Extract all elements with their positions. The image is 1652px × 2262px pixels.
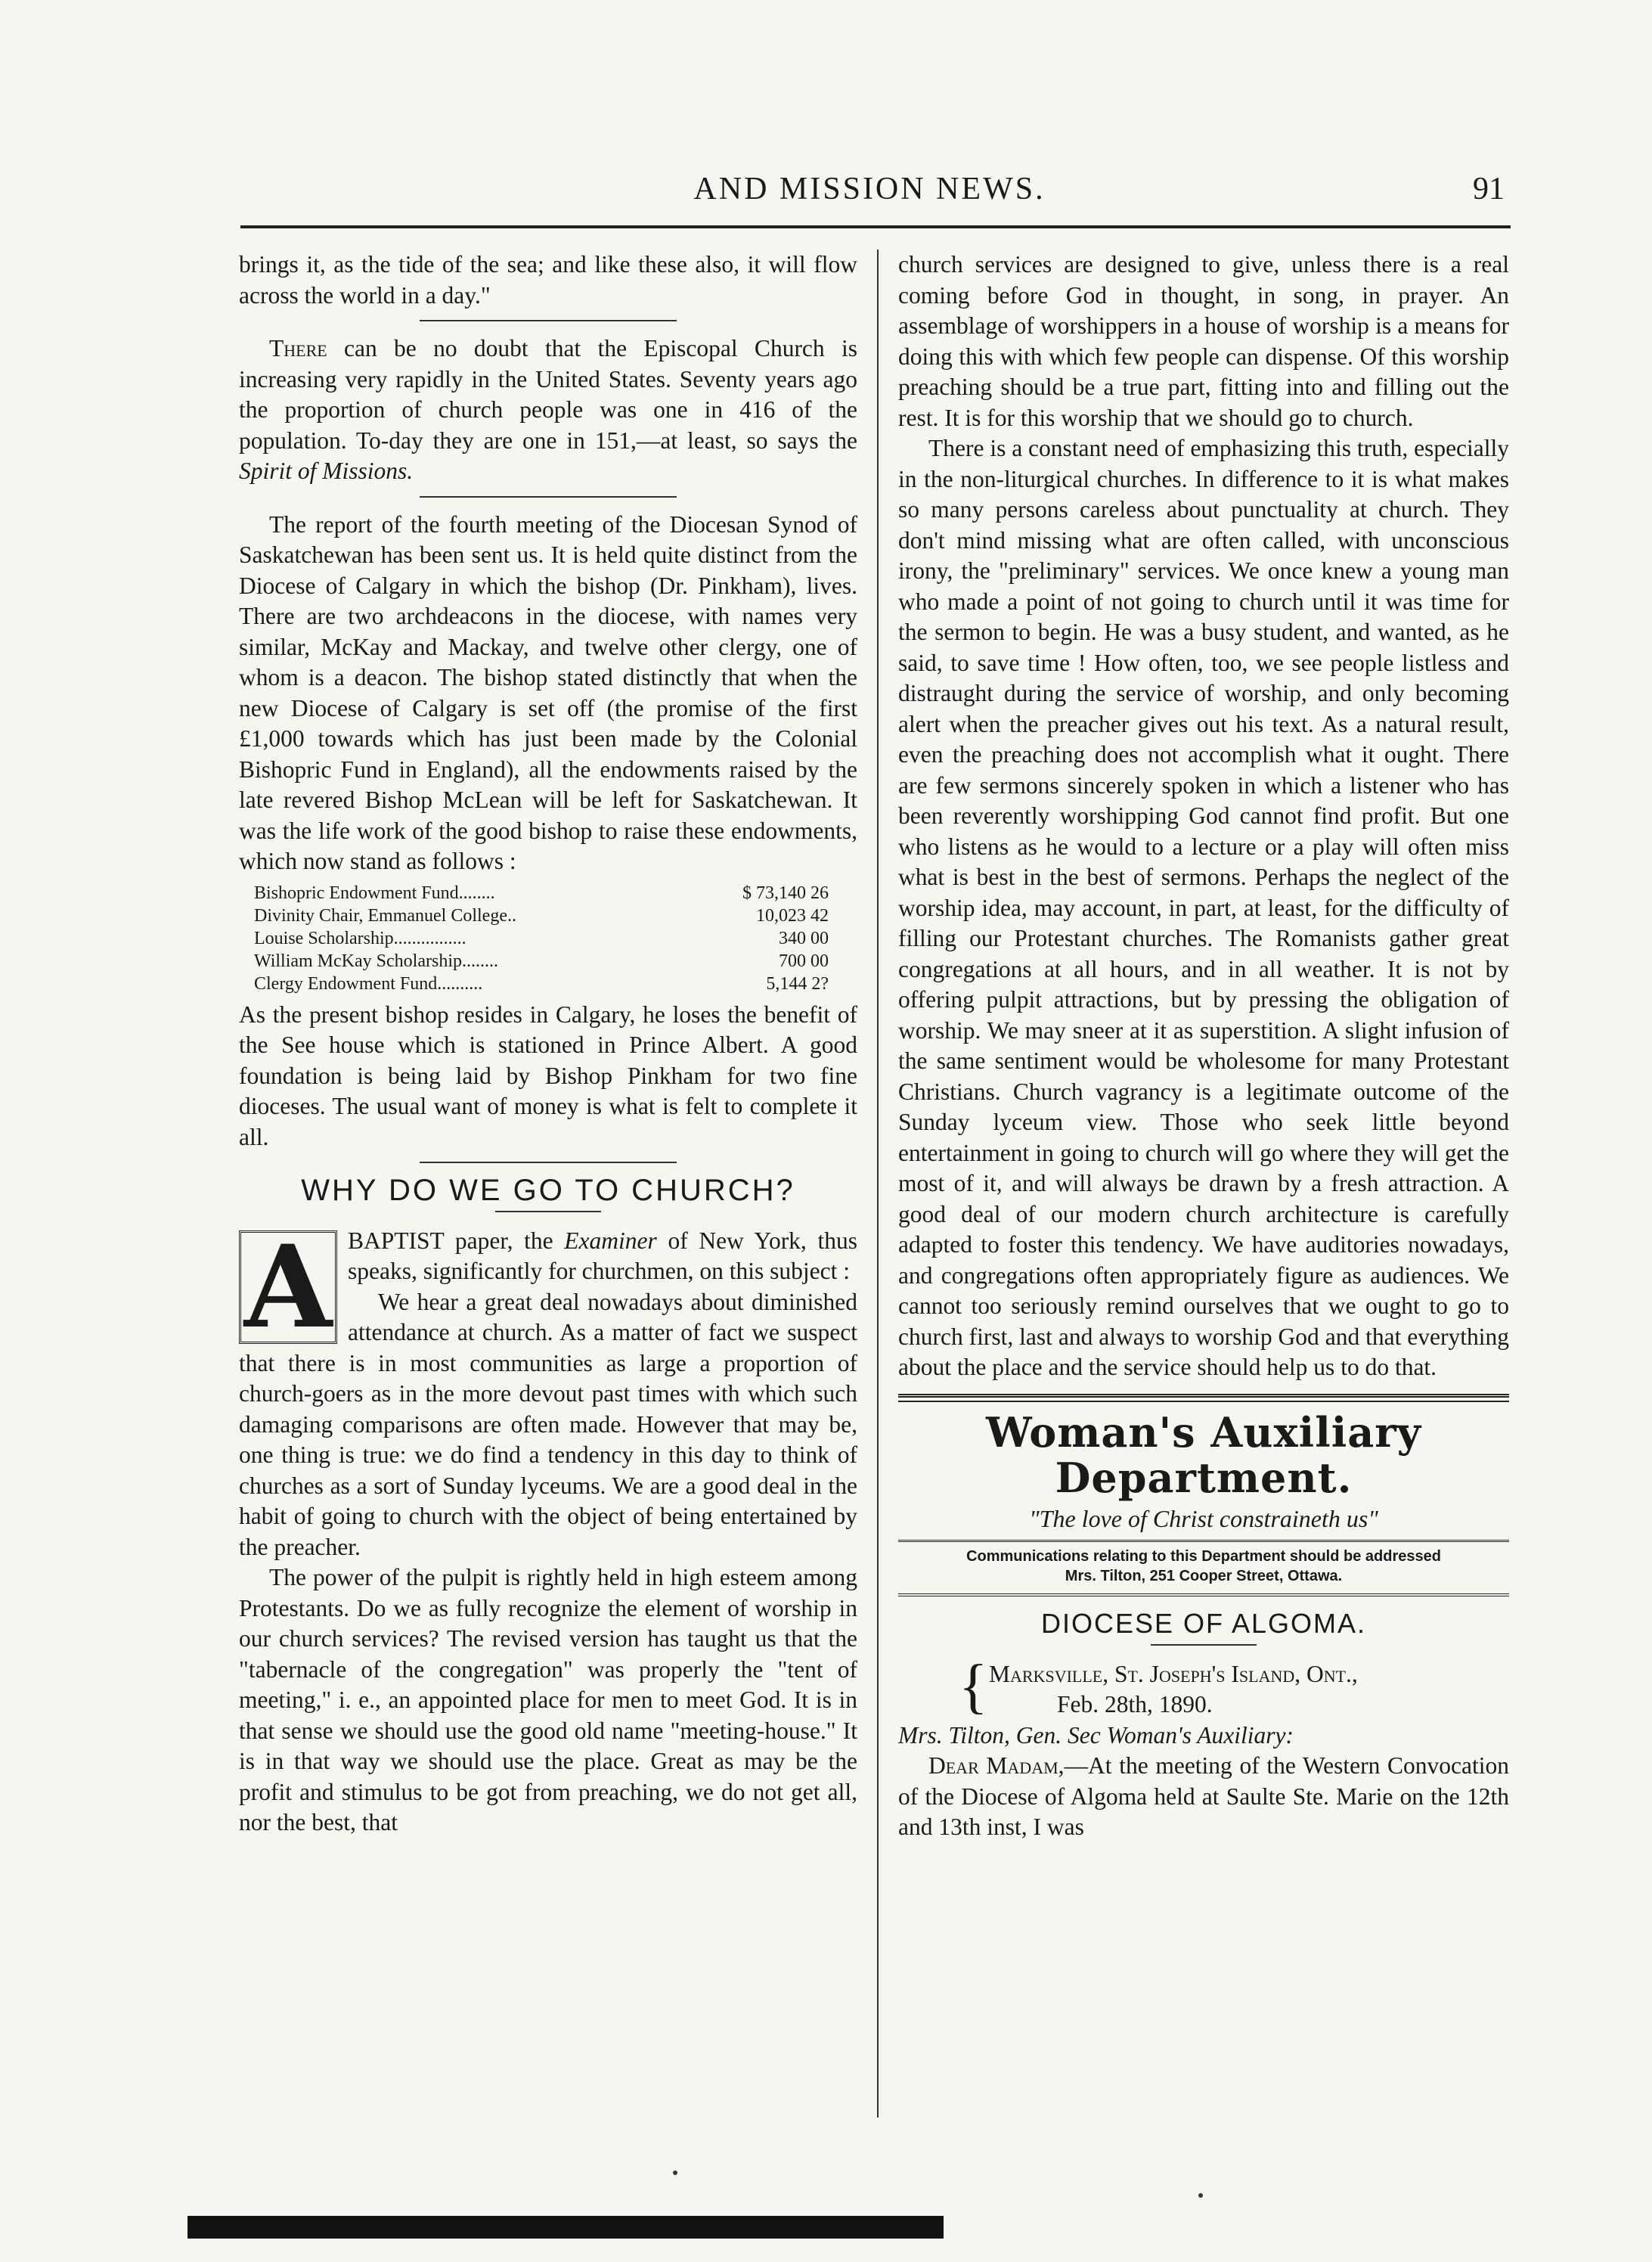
lead-word: Dear Madam, xyxy=(928,1752,1065,1779)
header-rule xyxy=(240,225,1511,228)
table-row xyxy=(254,927,829,950)
endowment-amount: 5,144 2? xyxy=(766,973,829,994)
attendance-paragraph: We hear a great deal nowadays about diminished attendance at church. As a matter of fact we suspect that there is in most communities as large a proportion of church-goers as in the more devout past times with which such damaging comparisons are often made. However that may be, one thing is true: we do find a tendency in this day to think of churches as a sort of Sunday lyceums. We are a good deal in the habit of going to church with the object of being entertained by the preacher. xyxy=(239,1288,857,1560)
diocese-heading: DIOCESE OF ALGOMA. xyxy=(1040,1608,1367,1639)
address-line: Marksville, St. Joseph's Island, Ont., xyxy=(989,1660,1358,1687)
emphasizing-truth-paragraph: There is a constant need of emphasizing this truth, especially in the non-liturgical churches. In difference to it is what makes so many persons careless about punctuality at church. They don't mind missing what are often called, with unconscious irony, the "preliminary" services. We once knew a young man who made a point of not going to church until it was time for the sermon to begin. He was a busy student, and wanted, as he said, to save time ! How often, too, we see people listless and distraught during the service of worship, and only becoming alert when the preacher gives out his text. As a natural result, even the preaching does not accomplish what it ought. There are few sermons sincerely spoken in which a listener who has been reverently worshipping God cannot find profit. But one who listens as he would to a lecture or a play will often miss what is best in the best of sermons. Perhaps the neglect of the worship idea, may account, in part, at least, for the difficulty of filling our Protestant churches. The Romanists gather great congregations at all hours, and in all weather. It is not by offering pulpit attractions, but by pressing the obligation of worship. We may sneer at it as superstition. A slight infusion of the same sentiment would be wholesome for many Protestant Christians. Church vagrancy is a legitimate outcome of the Sunday lyceum view. Those who seek little beyond entertainment in going to church will go where they will get the most of it, and will always be drawn by a fresh attraction. A good deal of our modern church architecture is carefully adapted to foster this tendency. We have auditories nowadays, and congregations often appropriately figure as audiences. We cannot too seriously remind ourselves that we ought to go to church first, last and always to worship God and that everything about the place and the service should help us to do that. xyxy=(898,435,1510,1380)
section-rule xyxy=(420,320,677,321)
endowment-label: Divinity Chair, Emmanuel College.. xyxy=(254,905,516,926)
endowments-table xyxy=(254,882,829,995)
page-edge-bar xyxy=(188,2216,944,2239)
heading-rule xyxy=(1151,1644,1257,1646)
source-title: Spirit of Missions. xyxy=(239,458,414,484)
letter-body xyxy=(898,1751,1509,1843)
baptist-paper-block xyxy=(239,1220,857,1563)
print-speck xyxy=(1198,2193,1203,2198)
endowment-label: Clergy Endowment Fund.......... xyxy=(254,973,483,994)
source-title: Examiner xyxy=(564,1227,657,1254)
saskatchewan-synod-paragraph: The report of the fourth meeting of the Diocesan Synod of Saskatchewan has been sent us. It is held quite distinct from the Diocese of Calgary in which the bishop (Dr. Pinkham), lives. There are two archdeacons in the diocese, with names very similar, McKay and Mackay, and twelve other clergy, one of whom is a deacon. The bishop stated distinctly that when the new Diocese of Calgary is set off (the promise of the first £1,000 towards which has just been made by the Colonial Bishopric Fund in England), all the endowments raised by the late revered Bishop McLean will be left for Saskatchewan. It was the life work of the good bishop to raise these endowments, which now stand as follows : xyxy=(239,510,857,874)
lead-word: There xyxy=(269,335,327,361)
running-title: AND MISSION NEWS. xyxy=(693,172,1046,206)
letter-address xyxy=(898,1652,1509,1721)
salutation-text: Mrs. Tilton, Gen. Sec Woman's Auxiliary: xyxy=(898,1721,1294,1748)
notice-line: Mrs. Tilton, 251 Cooper Street, Ottawa. xyxy=(1065,1568,1343,1584)
why-church-heading: WHY DO WE GO TO CHURCH? xyxy=(301,1174,795,1207)
page-number: 91 xyxy=(1473,172,1505,206)
paragraph-text: of New York, thus speaks, significantly for churchmen, on this subject : xyxy=(348,1227,857,1284)
heading-rule xyxy=(495,1211,601,1212)
endowment-amount: 10,023 42 xyxy=(756,905,829,926)
endowment-label: Bishopric Endowment Fund........ xyxy=(254,883,495,903)
paragraph-text: BAPTIST paper, the xyxy=(348,1227,565,1254)
episcopal-church-paragraph xyxy=(239,334,857,487)
worship-continuation: church services are designed to give, unless there is a real coming before God in thought, in song, in prayer. An assemblage of worshippers in a house of worship is a means for doing this with which few people can dispense. Of this worship preaching should be a true part, fitting into and filling out the rest. It is for this worship that we should go to church. xyxy=(898,251,1509,431)
endowment-amount: $ 73,140 26 xyxy=(742,883,829,903)
brace-glyph: { xyxy=(959,1652,988,1720)
print-speck xyxy=(673,2170,677,2175)
section-rule xyxy=(420,1162,677,1163)
table-row xyxy=(254,973,829,995)
bishop-residence-paragraph: As the present bishop resides in Calgary, he loses the benefit of the See house which is stationed in Prince Albert. A good foundation is being laid by Bishop Pinkham for two fine dioceses. The usual want of money is what is felt to complete it all. xyxy=(239,1001,857,1150)
notice-rule xyxy=(898,1593,1509,1596)
column-divider xyxy=(877,250,879,2118)
left-column xyxy=(239,250,857,1838)
ornamental-dropcap: A xyxy=(239,1230,337,1344)
paragraph-text: can be no doubt that the Episcopal Church is increasing very rapidly in the United States. Seventy years ago the proportion of church people was one in 416 of the population. To-day they are one in 151,—at least, so says the xyxy=(239,335,857,454)
endowment-label: William McKay Scholarship........ xyxy=(254,951,498,971)
table-row xyxy=(254,882,829,904)
paragraph-text: —At the meeting of the Western Convocation of the Diocese of Algoma held at Saulte Ste. Marie on the 12th and 13th inst, I was xyxy=(898,1752,1509,1840)
department-notice xyxy=(898,1540,1509,1586)
endowment-amount: 340 00 xyxy=(779,928,829,948)
article-continuation: brings it, as the tide of the sea; and like these also, it will flow across the world in a day." xyxy=(239,251,857,309)
address-line: Feb. 28th, 1890. xyxy=(1057,1691,1213,1717)
endowment-amount: 700 00 xyxy=(779,951,829,971)
table-row xyxy=(254,950,829,973)
notice-line: Communications relating to this Department should be addressed xyxy=(966,1548,1441,1565)
letter-salutation xyxy=(898,1721,1509,1752)
pulpit-paragraph: The power of the pulpit is rightly held in high esteem among Protestants. Do we as fully recognize the element of worship in our church services? The revised version has taught us that the "tabernacle of the congregation" was properly the "tent of meeting," i. e., an appointed place for men to meet God. It is in that sense we should use the good old name "meeting-house." It is in that way we should use the place. Great as may be the profit and stimulus to be got from preaching, we do not get all, nor the best, that xyxy=(239,1564,857,1835)
table-row xyxy=(254,904,829,927)
running-head xyxy=(234,171,1505,216)
woman-auxiliary-title: Woman's Auxiliary Department. xyxy=(985,1407,1422,1502)
department-rule xyxy=(898,1394,1509,1402)
right-column xyxy=(898,250,1509,1843)
department-motto: "The love of Christ constraineth us" xyxy=(1029,1504,1378,1532)
section-rule xyxy=(420,496,677,498)
endowment-label: Louise Scholarship................ xyxy=(254,928,466,948)
